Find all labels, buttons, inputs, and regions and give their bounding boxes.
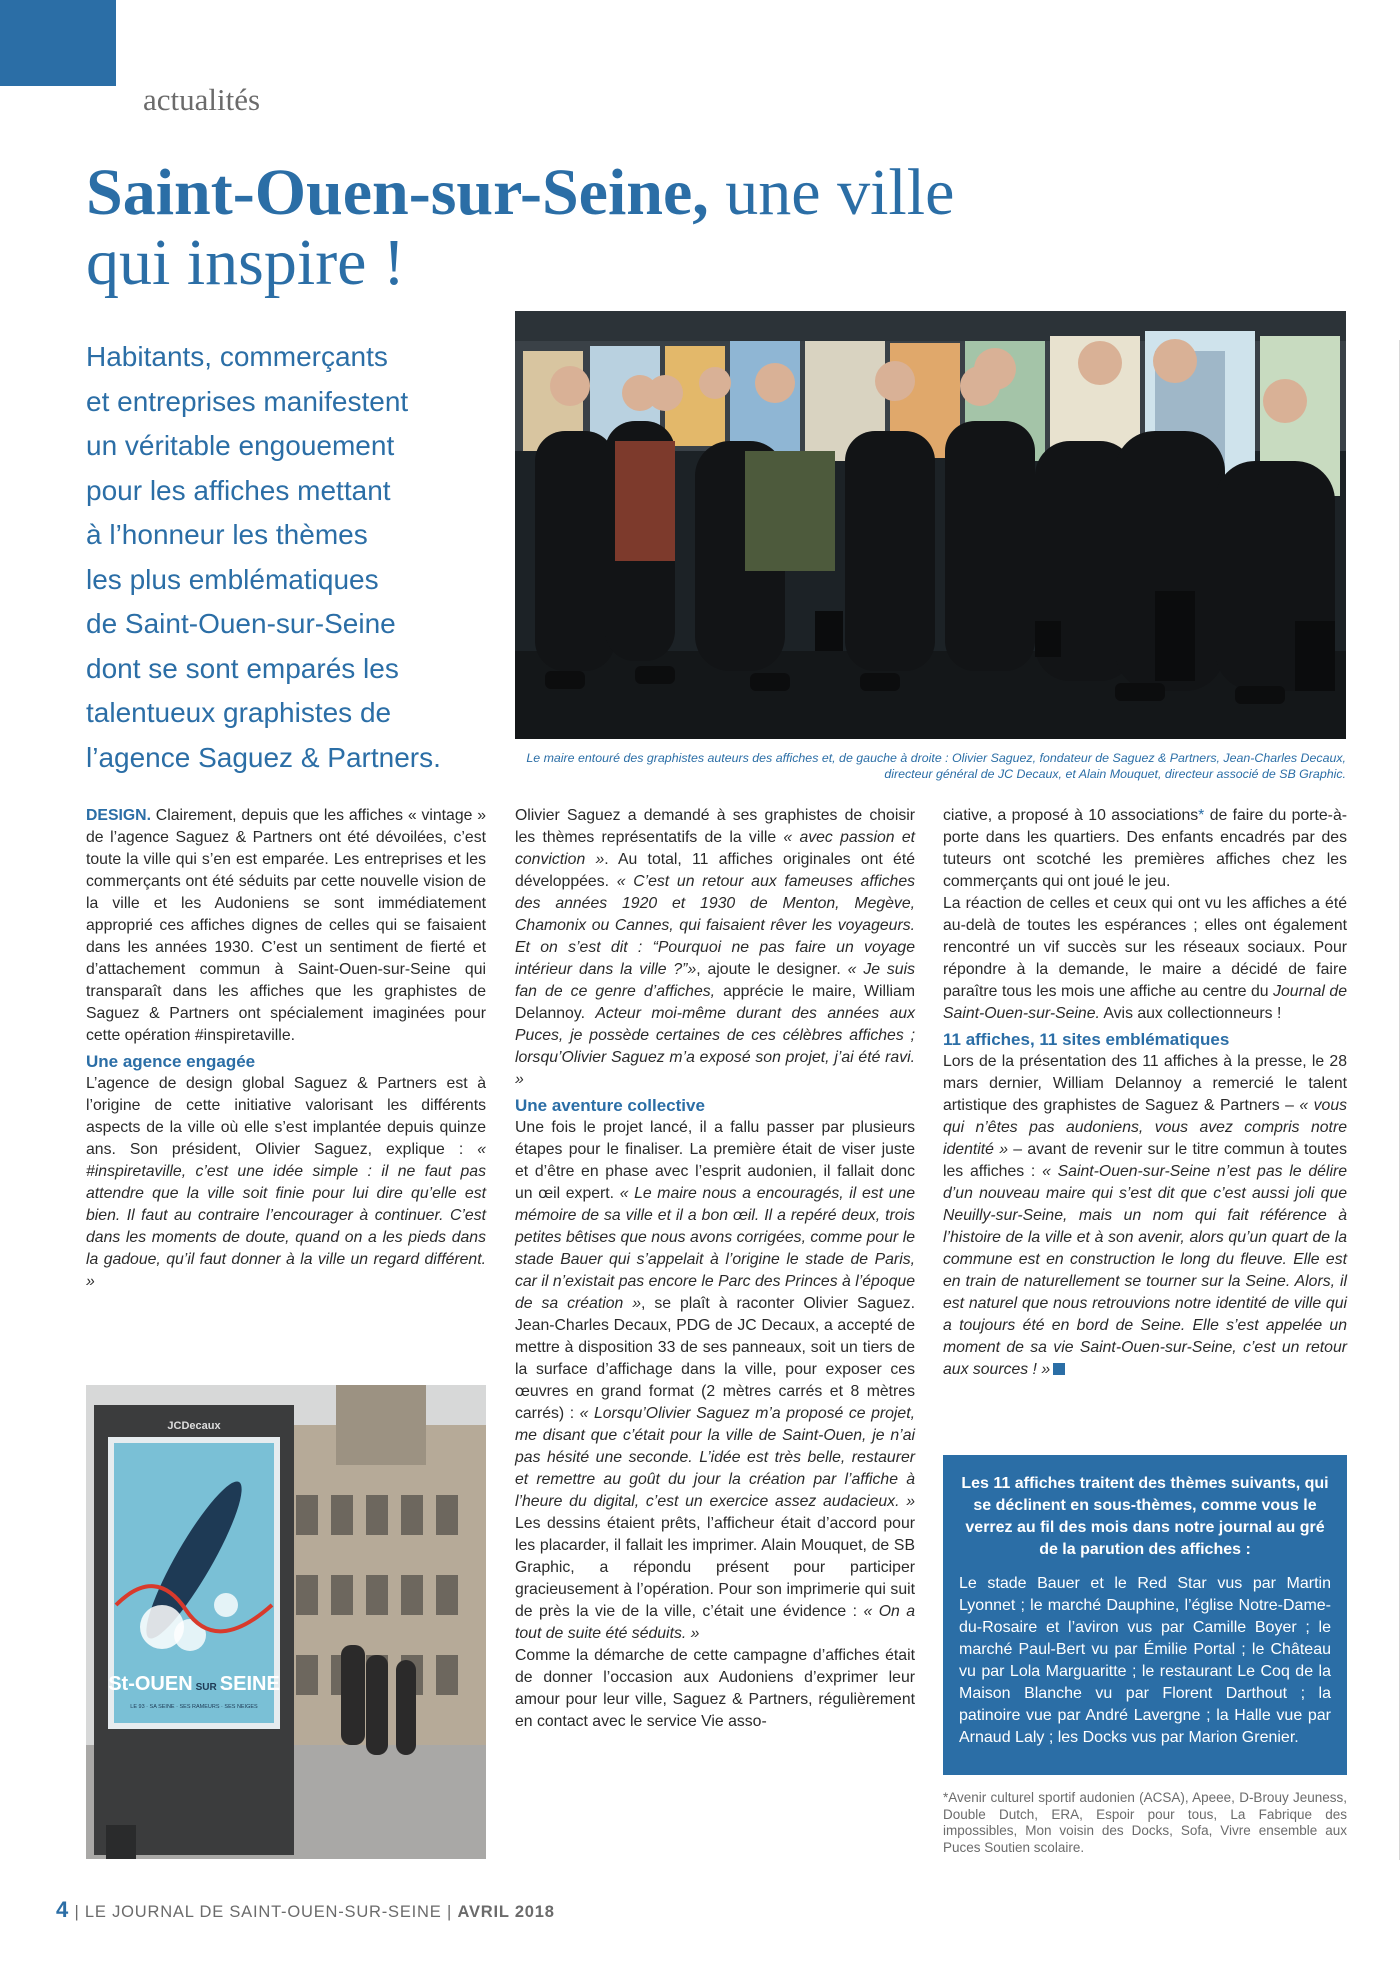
lead-line: à l’honneur les thèmes: [86, 519, 368, 550]
subheading: Une agence engagée: [86, 1052, 256, 1071]
paragraph: [86, 1073, 486, 1293]
article-lead: [86, 335, 516, 780]
quote: Acteur moi-même durant des années aux Puces, je possède certaines de ces célèbres affiches ; lorsqu’Olivier Saguez m’a exposé son projet, j’ai été ravi. »: [515, 1005, 915, 1088]
footnote-marker: *: [1198, 807, 1205, 824]
paragraph: [943, 805, 1347, 893]
paragraph: [515, 1117, 915, 1645]
quote: « Je suis fan de ce genre d’affiches,: [515, 961, 915, 1000]
section-label: actualités: [143, 82, 261, 117]
poster-brand: JCDecaux: [167, 1420, 221, 1432]
group-photo-illustration: [515, 311, 1346, 739]
quote: « On a tout de suite été séduits. »: [515, 1603, 916, 1642]
poster-tagline: LE 93 · SA SEINE · SES RAMEURS · SES NEIGES: [130, 1704, 258, 1710]
lead-line: et entreprises manifestent: [86, 385, 409, 417]
lead-line: talentueux graphistes de: [86, 697, 392, 728]
journal-name: LE JOURNAL DE SAINT-OUEN-SUR-SEINE: [84, 1903, 442, 1921]
paragraph-text: Les dessins étaient prêts, l’afficheur était d’accord pour les placarder, il fallait les imprimer. Alain Mouquet, de SB Graphic, a répondu présent pour participer gracieusement à l’opération. Pour son imprimerie qui suit de près la vie de la ville, c’était une évidence :: [515, 1515, 915, 1620]
headline-line2: qui inspire !: [86, 226, 405, 299]
section-color-tab: [0, 0, 116, 86]
paragraph-text: , ajoute le designer.: [696, 961, 848, 978]
street-photo-illustration: [86, 1385, 486, 1859]
poster-title-b: SEINE: [219, 1673, 280, 1695]
paragraph-text: de faire du porte-à-porte dans les quartiers. Des enfants encadrés par des tuteurs ont scotché les premières affiches chez les commerçants qui ont joué le jeu.: [943, 807, 1347, 890]
lead-line: un véritable engouement: [86, 430, 395, 461]
paragraph-text: Lors de la présentation des 11 affiches à la presse, le 28 mars dernier, William Delannoy a remercié le talent artistique des graphistes de Saguez & Partners –: [943, 1053, 1347, 1114]
photo-caption: Le maire entouré des graphistes auteurs des affiches et, de gauche à droite : Olivier Saguez, fondateur de Saguez & Partners, Jean-Charles Decaux, directeur général de JC Decaux, et Alain Mouquet, directeur associé de SB Graphic.: [526, 751, 1346, 781]
quote: « #inspiretaville, c’est une idée simple : il ne faut pas attendre que la ville soit finie pour lui dire qu’elle est bien. Il faut au contraire l’encourager à continuer. C’est dans les moments de doute, quand on a les pieds dans la gadoue, qu’il faut donner à la ville un regard différent. »: [86, 1141, 486, 1290]
group-photo: [515, 311, 1346, 739]
quote: « C’est un retour aux fameuses affiches des années 1920 et 1930 de Menton, Megève, Chamonix ou Cannes, qui faisaient rêver les voyageurs. Et on s’est dit : “Pourquoi ne pas faire un voyage intérieur dans la ville ?”»: [515, 873, 916, 978]
lead-line: pour les affiches mettant: [86, 474, 391, 506]
quote: « avec passion et conviction »: [515, 829, 915, 868]
lead-line: l’agence Saguez & Partners.: [86, 741, 441, 773]
issue-date: AVRIL 2018: [457, 1903, 555, 1921]
themes-infobox: [943, 1455, 1347, 1775]
paragraph-text: Une fois le projet lancé, il a fallu passer par plusieurs étapes pour le finaliser. La première était de viser juste et d’être en phase avec l’esprit audonien, il fallait donc un œil expert.: [515, 1119, 915, 1202]
infobox-intro: Les 11 affiches traitent des thèmes suivants, qui se déclinent en sous-thèmes, comme vous le verrez au fil des mois dans notre journal au gré de la parution des affiches :: [961, 1475, 1329, 1558]
paragraph: [515, 805, 915, 1091]
infobox-list: Le stade Bauer et le Red Star vus par Martin Lyonnet ; le marché Dauphine, l’église Notre-Dame-du-Rosaire et l’aviron vus par Camille Boyer ; le marché Paul-Bert vu par Émilie Portal ; le Château vu par Lola Marguaritte ; le restaurant Le Coq de la Maison Blanche vu par Florent Darthout ; la patinoire vue par André Lavergne ; la Halle vue par Arnaud Laly ; les Docks vus par Marion Grenier.: [959, 1575, 1331, 1746]
paragraph-text: Avis aux collectionneurs !: [1099, 1005, 1282, 1022]
poster-title-sur: SUR: [195, 1682, 217, 1693]
paragraph-text: ciative, a proposé à 10 associations: [943, 807, 1199, 824]
article-headline: [86, 158, 1336, 298]
page-footer: [56, 1897, 555, 1923]
quote: « Le maire nous a encouragés, il est une mémoire de sa ville et il a bon œil. Il a repéré deux, trois petites bêtises que nous avons corrigées, comme pour le stade Bauer qui s’appelait à l’origine le stade de Paris, car il n’existait pas encore le Parc des Princes à l’époque de sa création »: [515, 1185, 915, 1312]
paragraph-text: L’agence de design global Saguez & Partners est à l’origine de cette initiative valorisant les différents aspects de la ville où elle s’est implantée depuis quinze ans. Son président, Olivier Saguez, explique :: [86, 1075, 486, 1158]
page-number: 4: [56, 1897, 70, 1922]
paragraph-text: . Au total, 11 affiches originales ont été développées.: [515, 851, 916, 890]
subheading: 11 affiches, 11 sites emblématiques: [943, 1030, 1230, 1049]
paragraph-text: , se plaît à raconter Olivier Saguez. Jean-Charles Decaux, PDG de JC Decaux, a accepté de mettre à disposition 33 de ses panneaux, soit un tiers de la surface d’affichage dans la ville, pour exposer ces œuvres en grand format (2 mètres carrés et 8 mètres carrés) :: [515, 1295, 915, 1422]
quote: « Saint-Ouen-sur-Seine n’est pas le délire d’un nouveau maire qui s’est dit que c’est aussi joli que Neuilly-sur-Seine, mais un nom qui fait référence à l’histoire de la ville et à son avenir, alors qu’un quart de la commune est en construction le long du fleuve. Elle est en train de naturellement se tourner sur la Seine. Alors, il est naturel que nous retrouvions notre identité de ville qui a toujours été en bord de Seine. Elle s’est appelée un moment de sa vie Saint-Ouen-sur-Seine, c’est un retour aux sources ! »: [943, 1163, 1348, 1378]
headline-line1-rest: une ville: [708, 156, 955, 229]
lead-line: de Saint-Ouen-sur-Seine: [86, 608, 396, 639]
paragraph-text: La réaction de celles et ceux qui ont vu les affiches a été au-delà de toutes les espérances ; elles ont également rencontré un vif succès sur les réseaux sociaux. Pour répondre à la demande, le maire a décidé de faire paraître tous les mois une affiche au centre du: [943, 895, 1347, 1000]
paragraph: [943, 893, 1347, 1025]
paragraph: [943, 1051, 1347, 1381]
publication-title: Journal de Saint-Ouen-sur-Seine.: [943, 983, 1347, 1022]
footnote: *Avenir culturel sportif audonien (ACSA), Apeee, D-Brouy Jeuness, Double Dutch, ERA, Espoir pour tous, La Fabrique des impossibles, Mon voisin des Docks, Sofa, Vivre ensemble aux Puces Soutien scolaire.: [943, 1790, 1347, 1855]
lead-line: les plus emblématiques: [86, 563, 379, 595]
street-poster-photo: [86, 1385, 486, 1859]
lead-word: DESIGN.: [86, 807, 151, 824]
article-column-1: [86, 805, 486, 1293]
paragraph-text: Clairement, depuis que les affiches « vintage » de l’agence Saguez & Partners ont été dévoilées, c’est toute la ville qui s’en est emparée. Les entreprises et les commerçants ont été séduits par cette nouvelle vision de la ville et les Audoniens se sont immédiatement approprié ces affiches dignes de celles qui se faisaient dans les années 1930. C’est un sentiment de fierté et d’attachement commun à Saint-Ouen-sur-Seine qui transparaît dans les affiches que les graphistes de Saguez & Partners ont spécialement imaginées pour cette opération #inspiretaville.: [86, 807, 486, 1044]
paragraph-text: Olivier Saguez a demandé à ses graphistes de choisir les thèmes représentatifs de la ville: [515, 807, 915, 846]
lead-line: dont se sont emparés les: [86, 652, 399, 684]
subheading: Une aventure collective: [515, 1096, 705, 1115]
paragraph: [86, 805, 486, 1047]
quote: « vous qui n’êtes pas audoniens, vous avez compris notre identité »: [943, 1097, 1347, 1158]
footer-separator: |: [74, 1903, 80, 1921]
paragraph-text: apprécie le maire, William Delannoy.: [515, 983, 915, 1022]
headline-strong: Saint-Ouen-sur-Seine,: [86, 156, 709, 229]
end-of-article-mark: [1053, 1363, 1065, 1375]
quote: « Lorsqu’Olivier Saguez m’a proposé ce projet, me disant que c’était pour la ville de Saint-Ouen, je n’ai pas hésité une seconde. L’idée est très belle, restaurer et remettre au goût du jour la création par l’affiche à l’heure du digital, c’est un exercice assez audacieux. »: [515, 1405, 915, 1510]
lead-line: Habitants, commerçants: [86, 341, 388, 372]
poster-title-a: St-OUEN: [108, 1673, 193, 1695]
paragraph-text: – avant de revenir sur le titre commun à toutes les affiches :: [943, 1141, 1347, 1180]
footer-separator: |: [446, 1903, 453, 1921]
article-column-3: [943, 805, 1347, 1381]
paragraph: Comme la démarche de cette campagne d’affiches était de donner l’occasion aux Audoniens d’exprimer leur amour pour leur ville, Saguez & Partners, régulièrement en contact avec le service Vie asso-: [515, 1647, 915, 1730]
article-column-2: [515, 805, 915, 1733]
